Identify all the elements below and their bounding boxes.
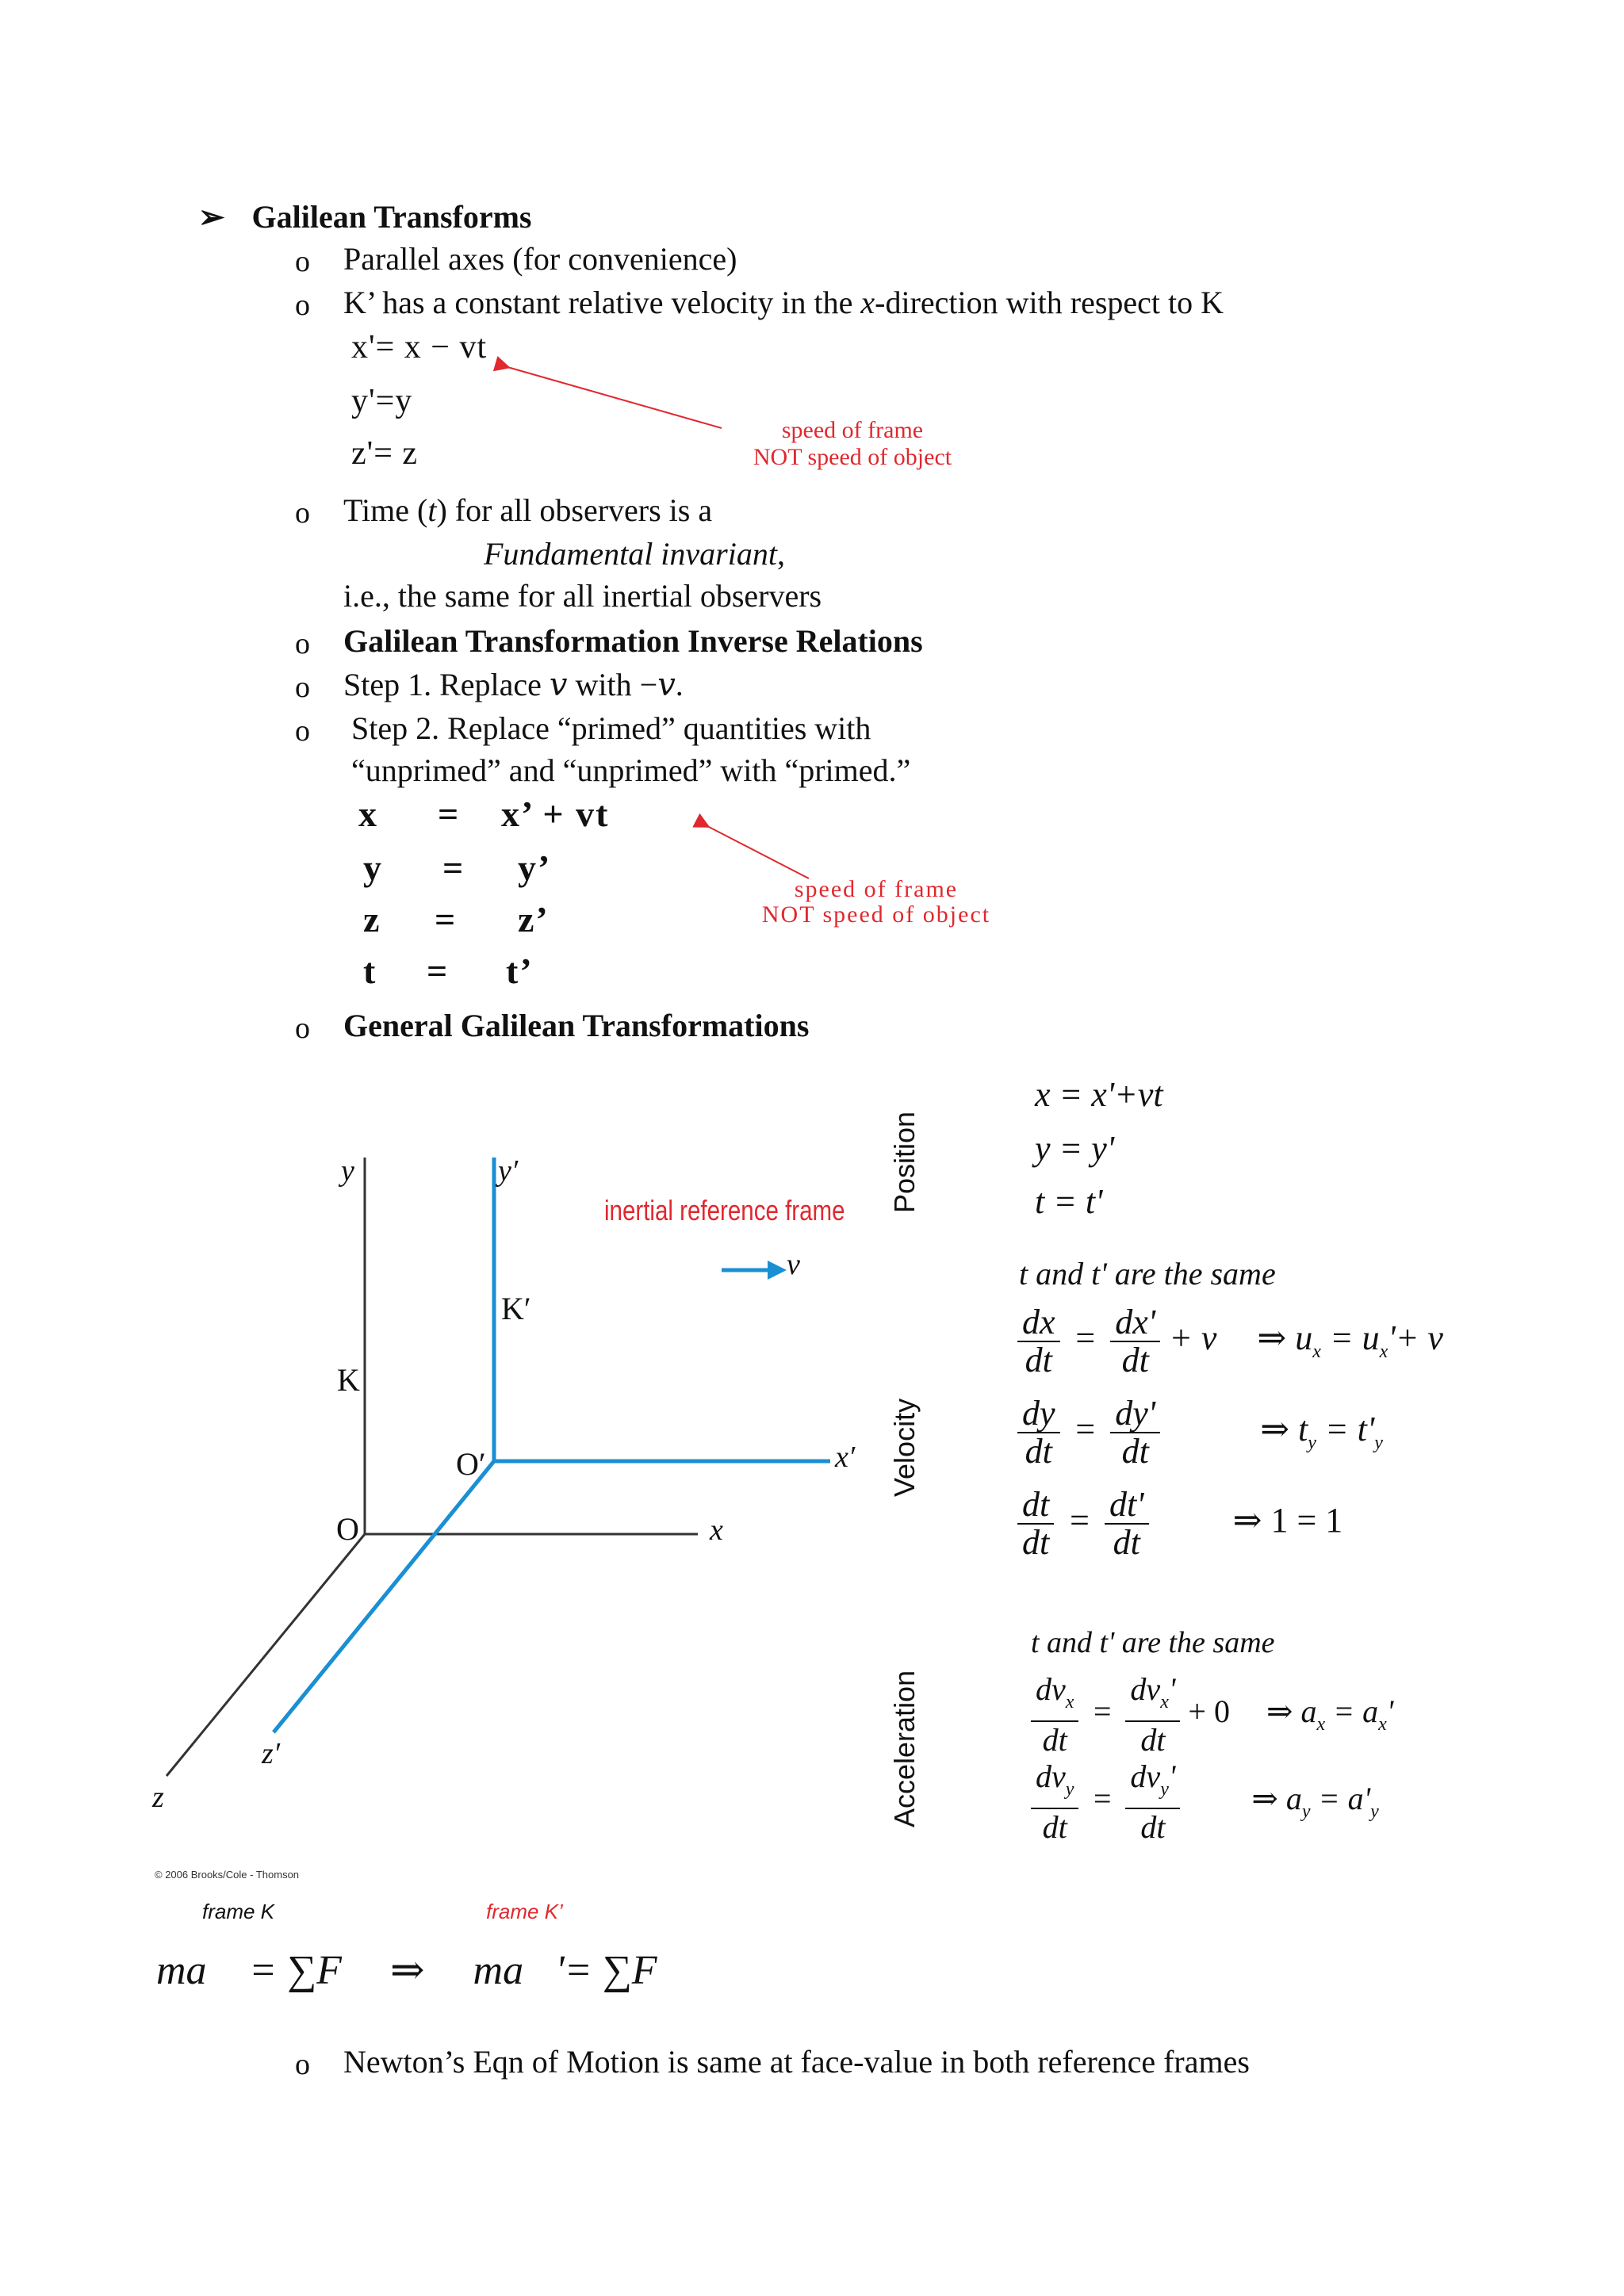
item-ie: i.e., the same for all inertial observers [343, 578, 822, 614]
item-general-transformations: General Galilean Transformations [343, 1008, 810, 1043]
axis-label-x-prime: x′ [835, 1441, 856, 1474]
arrow-to-vt [508, 367, 722, 428]
arrow-bullet-icon: ➢ [198, 199, 225, 235]
bullet-icon: o [295, 2048, 310, 2081]
origin-label-O-prime: O′ [456, 1446, 486, 1482]
item-parallel-axes: Parallel axes (for convenience) [343, 241, 737, 277]
eq-x-prime: x'= x − vt [351, 329, 488, 365]
velocity-eq-row-2: $\frac{dy}{dt}$ = $\frac{dy'}{dt}$ ⇒ $t_y = t'_y$ [1017, 1395, 1383, 1470]
newton-equation: ma⃗ = ∑F ⇒ ma⃗'= ∑F [156, 1948, 657, 1993]
item-relative-velocity: K’ has a constant relative velocity in the x-direction with respect to K [343, 285, 1224, 320]
item-newton-statement: Newton’s Eqn of Motion is same at face-value in both reference frames [343, 2044, 1250, 2080]
bullet-icon: o [295, 245, 310, 278]
side-label-acceleration: Acceleration [888, 1670, 921, 1827]
item-step2-line1: Step 2. Replace “primed” quantities with [351, 710, 871, 746]
bullet-icon: o [295, 496, 310, 530]
velocity-eq-row-1: $\frac{dx}{dt}$ = $\frac{dx'}{dt}$ + v ⇒ $u_x = u_x'+ v$ [1017, 1304, 1443, 1379]
frame-label-K: K [337, 1362, 360, 1398]
inv-eq-y: y = y’ [363, 848, 552, 888]
origin-label-O: O [336, 1511, 359, 1547]
side-label-velocity: Velocity [888, 1398, 921, 1497]
annotation-speed-of-frame: speed of frame NOT speed of object [753, 417, 952, 470]
arrow-to-vt-2 [707, 826, 809, 878]
bullet-icon: o [295, 627, 310, 660]
annotation-speed-of-frame-2: speed of frame NOT speed of object [761, 876, 991, 928]
velocity-vector-label: v⃗ [787, 1248, 824, 1281]
axis-label-y: y [341, 1154, 354, 1188]
item-inverse-relations: Galilean Transformation Inverse Relations [343, 623, 923, 659]
axis-label-x: x [710, 1513, 723, 1547]
frame-K-prime-label: frame K’ [486, 1900, 563, 1923]
axis-label-z: z [152, 1781, 164, 1814]
axis-label-y-prime: y′ [498, 1154, 519, 1188]
side-label-position: Position [888, 1111, 921, 1213]
item-step2-line2: “unprimed” and “unprimed” with “primed.” [351, 752, 911, 788]
frame-label-K-prime: K′ [501, 1291, 531, 1326]
pos-eq-t: t = t' [1035, 1182, 1103, 1221]
eq-z-prime: z'= z [351, 435, 419, 472]
accel-eq-row-2: $\frac{dv_y}{dt}$ = $\frac{dv_y'}{dt}$ ⇒ $a_y = a'_y$ [1031, 1758, 1379, 1846]
inertial-frame-label: inertial reference frame [604, 1194, 845, 1226]
velocity-eq-row-3: $\frac{dt}{dt}$ = $\frac{dt'}{dt}$ ⇒ 1 = 1 [1017, 1487, 1342, 1561]
same-time-note-2: t and t' are the same [1031, 1626, 1275, 1659]
eq-y-prime: y'=y [351, 383, 413, 419]
fundamental-invariant: Fundamental invariant, [484, 536, 785, 572]
bullet-icon: o [295, 1012, 310, 1045]
item-step1: Step 1. Replace 𝑣 with −𝑣. [343, 667, 684, 702]
galilean-frames-diagram [143, 1142, 896, 1903]
heading-title: Galilean Transforms [251, 199, 532, 235]
same-time-note-1: t and t' are the same [1019, 1256, 1276, 1292]
figure-copyright: © 2006 Brooks/Cole - Thomson [155, 1869, 300, 1881]
axis-label-z-prime: z′ [262, 1737, 281, 1770]
item-time-invariant: Time (t) for all observers is a [343, 492, 713, 528]
bullet-icon: o [295, 671, 310, 704]
inv-eq-x: x = x’ + vt [358, 794, 610, 834]
bullet-icon: o [295, 714, 310, 748]
bullet-icon: o [295, 289, 310, 322]
frame-K-label: frame K [202, 1900, 275, 1923]
inv-eq-z: z = z’ [363, 899, 550, 939]
inv-eq-t: t = t’ [363, 951, 534, 991]
pos-eq-y: y = y' [1035, 1129, 1115, 1168]
accel-eq-row-1: $\frac{dv_x}{dt}$ = $\frac{dv_x'}{dt}$ + 0 ⇒ $a_x = a_x'$ [1031, 1671, 1393, 1758]
pos-eq-x: x = x'+vt [1035, 1075, 1163, 1114]
